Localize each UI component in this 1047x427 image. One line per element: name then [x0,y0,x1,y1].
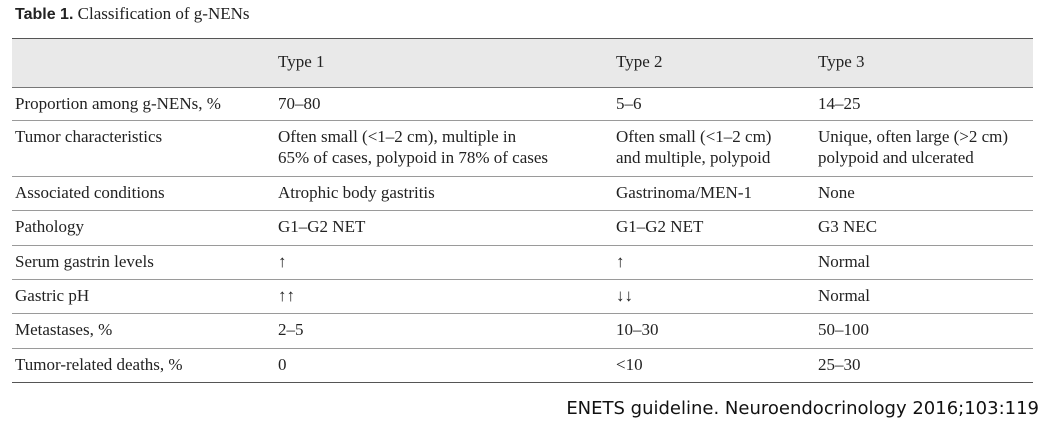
cell-type-1 [278,93,321,114]
cell-type-1 [278,216,365,237]
cell-line: G1–G2 NET [616,217,704,236]
row-label: Associated conditions [15,183,165,202]
table-row [12,177,1033,211]
row-label: Gastric pH [15,286,90,305]
cell-line: polypoid and ulcerated [818,148,974,167]
cell-line: Unique, often large (>2 cm) [818,127,1009,146]
source-citation: ENETS guideline. Neuroendocrinology 2016;103:119 [566,398,1039,419]
row-label: Tumor characteristics [15,127,163,146]
row-label: Tumor-related deaths, % [15,355,183,374]
cell-line: 2–5 [278,320,304,339]
cell-line: 14–25 [818,94,861,113]
table-row [12,88,1033,121]
cell-line: None [818,183,855,202]
table-body [12,88,1033,382]
cell-line: Normal [818,286,870,305]
table-row [12,246,1033,280]
cell-line: 0 [278,355,287,374]
table-header-row [12,39,1033,88]
cell-line: ↑ [278,252,287,271]
header-type-1: Type 1 [278,52,325,71]
table-row [12,349,1033,382]
table-row [12,211,1033,246]
cell-type-3 [818,93,861,114]
table-row [12,121,1033,177]
row-label: Pathology [15,217,84,236]
cell-type-2 [616,126,771,168]
cell-type-3 [818,319,869,340]
cell-type-1 [278,251,287,272]
cell-type-3 [818,182,855,203]
cell-line: 5–6 [616,94,642,113]
row-label: Metastases, % [15,320,113,339]
header-type-2: Type 2 [616,52,663,71]
cell-type-1 [278,182,435,203]
cell-type-2 [616,93,642,114]
cell-line: Normal [818,252,870,271]
cell-type-1 [278,285,295,306]
cell-line: 70–80 [278,94,321,113]
table-row [12,314,1033,349]
table-row [12,280,1033,314]
cell-line: Atrophic body gastritis [278,183,435,202]
row-label: Serum gastrin levels [15,252,154,271]
cell-line: Often small (<1–2 cm), multiple in [278,127,517,146]
cell-type-2 [616,354,643,375]
cell-type-1 [278,354,287,375]
cell-line: ↑↑ [278,286,295,305]
cell-type-1 [278,126,548,168]
cell-line: ↓↓ [616,286,633,305]
cell-type-2 [616,182,752,203]
cell-type-2 [616,285,633,306]
table-bottom-rule [12,382,1033,383]
cell-line: ↑ [616,252,625,271]
cell-type-3 [818,126,1008,168]
cell-line: <10 [616,355,643,374]
cell-line: G1–G2 NET [278,217,366,236]
row-label: Proportion among g-NENs, % [15,94,221,113]
cell-line: 65% of cases, polypoid in 78% of cases [278,148,549,167]
cell-type-1 [278,319,304,340]
cell-line: Gastrinoma/MEN-1 [616,183,752,202]
cell-type-3 [818,285,870,306]
cell-type-3 [818,251,870,272]
table-caption-title: Classification of g-NENs [77,4,250,23]
cell-line: 25–30 [818,355,861,374]
table-caption [15,4,250,24]
cell-type-3 [818,216,877,237]
header-type-3: Type 3 [818,52,865,71]
cell-line: Often small (<1–2 cm) [616,127,772,146]
cell-line: 10–30 [616,320,659,339]
cell-type-2 [616,216,703,237]
cell-line: G3 NEC [818,217,878,236]
cell-line: 50–100 [818,320,869,339]
cell-line: and multiple, polypoid [616,148,771,167]
cell-type-2 [616,251,625,272]
table-caption-label: Table 1. [15,6,74,23]
cell-type-2 [616,319,659,340]
classification-table [12,38,1033,383]
cell-type-3 [818,354,861,375]
